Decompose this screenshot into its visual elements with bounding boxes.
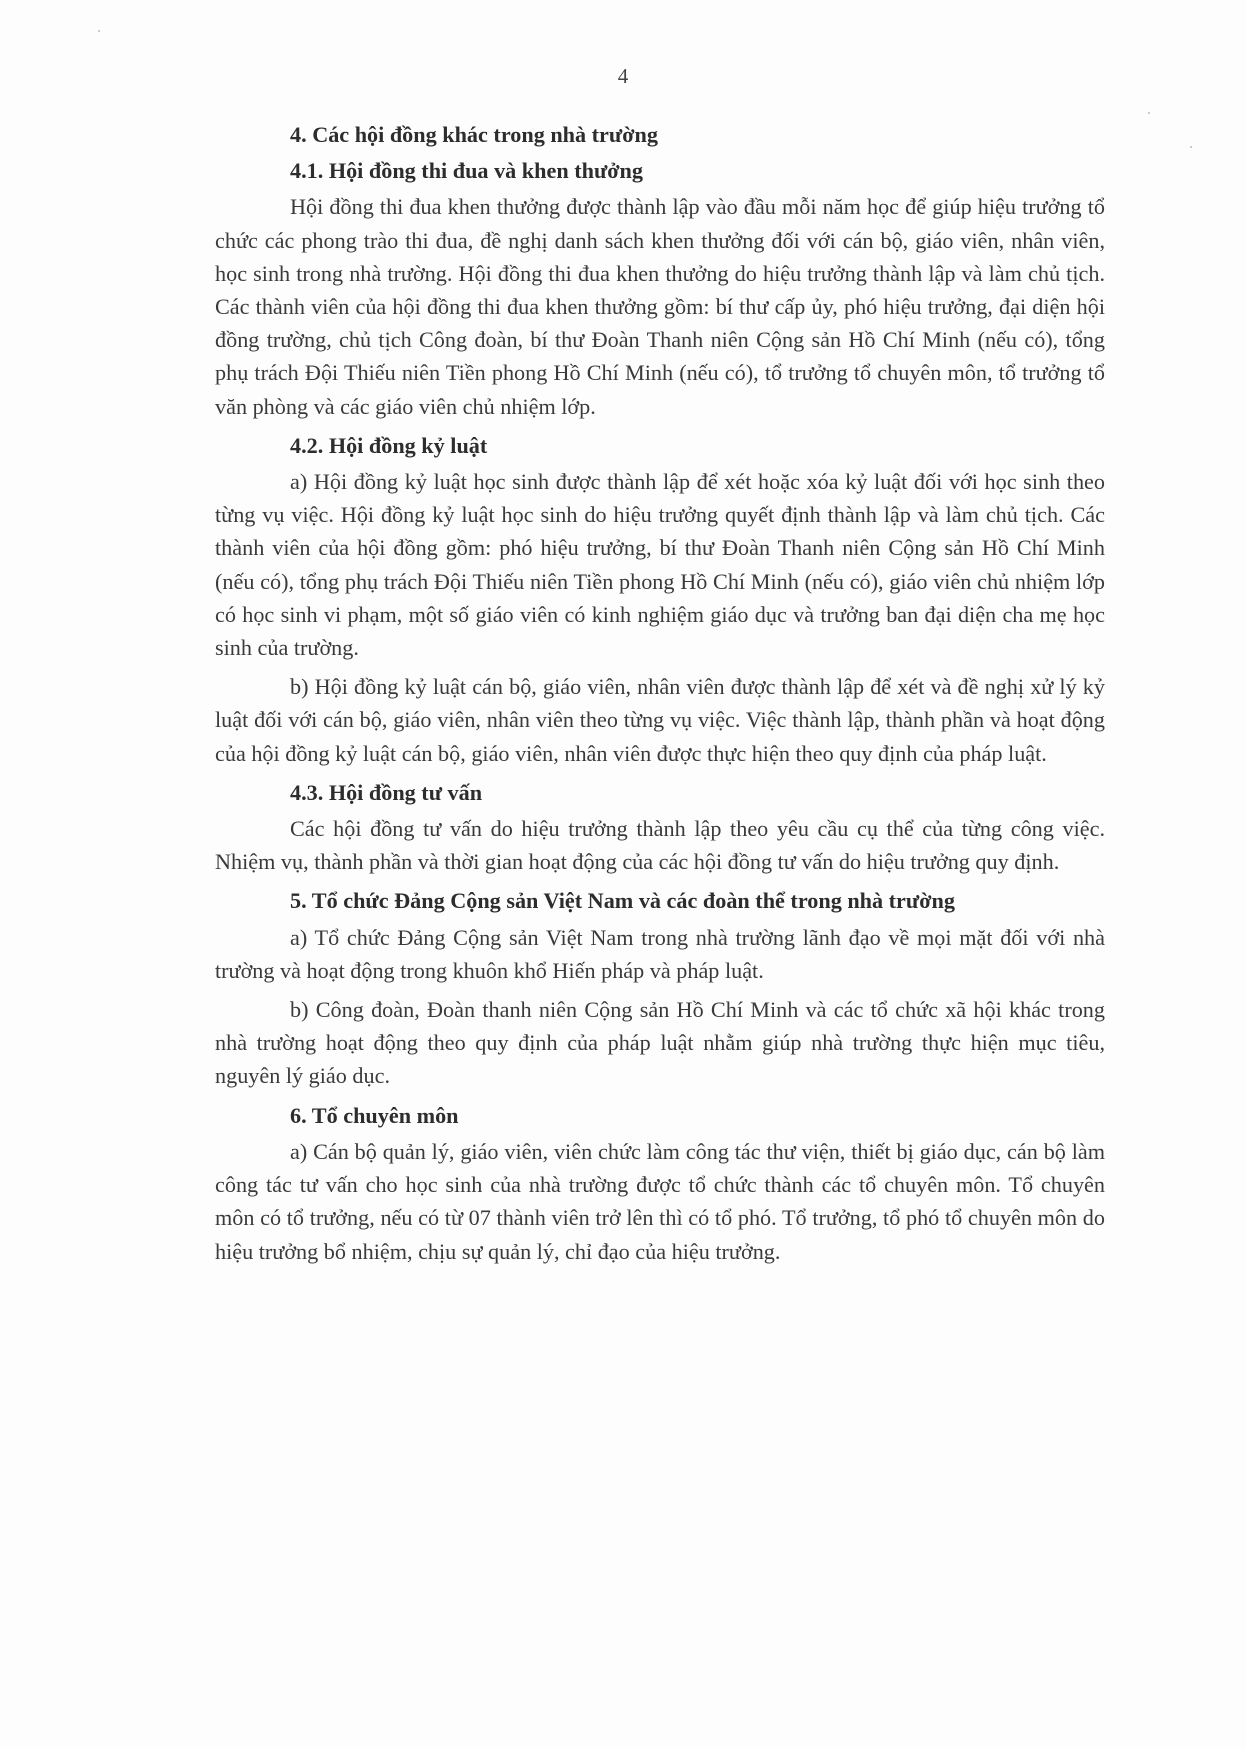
section-4-3-heading: 4.3. Hội đồng tư vấn — [290, 779, 483, 805]
section-4-3-paragraph: Các hội đồng tư vấn do hiệu trưởng thành lập theo yêu cầu cụ thể của từng công việc. Nhiệm vụ, thành phần và thời gian hoạt động của các hội đồng tư vấn do hiệu trưởng quy định. — [215, 816, 1105, 875]
section-5-paragraph-b: b) Công đoàn, Đoàn thanh niên Cộng sản Hồ Chí Minh và các tổ chức xã hội khác trong nhà trường hoạt động theo quy định của pháp luật nhằm giúp nhà trường thực hiện mục tiêu, nguyên lý giáo dục. — [215, 997, 1105, 1089]
page-number: 4 — [617, 64, 629, 88]
scan-speck — [1148, 112, 1150, 114]
document-body — [215, 118, 1105, 1274]
scan-speck — [1190, 146, 1192, 148]
scan-speck — [98, 30, 100, 32]
section-4-2-paragraph-a: a) Hội đồng kỷ luật học sinh được thành lập để xét hoặc xóa kỷ luật đối với học sinh theo từng vụ việc. Hội đồng kỷ luật học sinh do hiệu trưởng quyết định thành lập và làm chủ tịch. Các thành viên của hội đồng gồm: phó hiệu trưởng, bí thư Đoàn Thanh niên Cộng sản Hồ Chí Minh (nếu có), tổng phụ trách Đội Thiếu niên Tiền phong Hồ Chí Minh (nếu có), giáo viên chủ nhiệm lớp có học sinh vi phạm, một số giáo viên có kinh nghiệm giáo dục và trưởng ban đại diện cha mẹ học sinh của trường. — [215, 469, 1105, 661]
section-5-heading: 5. Tổ chức Đảng Cộng sản Việt Nam và các đoàn thể trong nhà trường — [290, 888, 955, 914]
section-4-2-paragraph-b: b) Hội đồng kỷ luật cán bộ, giáo viên, nhân viên được thành lập để xét và đề nghị xử lý kỷ luật đối với cán bộ, giáo viên, nhân viên theo từng vụ việc. Việc thành lập, thành phần và hoạt động của hội đồng kỷ luật cán bộ, giáo viên, nhân viên được thực hiện theo quy định của pháp luật. — [215, 674, 1105, 766]
section-4-1-paragraph: Hội đồng thi đua khen thưởng được thành lập vào đầu mỗi năm học để giúp hiệu trưởng tổ chức các phong trào thi đua, đề nghị danh sách khen thưởng đối với cán bộ, giáo viên, nhân viên, học sinh trong nhà trường. Hội đồng thi đua khen thưởng do hiệu trưởng thành lập và làm chủ tịch. Các thành viên của hội đồng thi đua khen thưởng gồm: bí thư cấp ủy, phó hiệu trưởng, đại diện hội đồng trường, chủ tịch Công đoàn, bí thư Đoàn Thanh niên Cộng sản Hồ Chí Minh (nếu có), tổng phụ trách Đội Thiếu niên Tiền phong Hồ Chí Minh (nếu có), tổ trưởng tổ chuyên môn, tổ trưởng tổ văn phòng và các giáo viên chủ nhiệm lớp. — [215, 194, 1105, 419]
section-4-1-heading: 4.1. Hội đồng thi đua và khen thưởng — [290, 158, 643, 184]
section-6-heading: 6. Tổ chuyên môn — [290, 1102, 459, 1128]
section-6-paragraph-a: a) Cán bộ quản lý, giáo viên, viên chức làm công tác thư viện, thiết bị giáo dục, cán bộ làm công tác tư vấn cho học sinh của nhà trường được tổ chức thành các tổ chuyên môn. Tổ chuyên môn có tổ trưởng, nếu có từ 07 thành viên trở lên thì có tổ phó. Tổ trưởng, tổ phó tổ chuyên môn do hiệu trưởng bổ nhiệm, chịu sự quản lý, chỉ đạo của hiệu trưởng. — [215, 1138, 1105, 1264]
section-4-2-heading: 4.2. Hội đồng kỷ luật — [290, 432, 488, 458]
section-4-heading: 4. Các hội đồng khác trong nhà trường — [290, 122, 658, 147]
section-5-paragraph-a: a) Tổ chức Đảng Cộng sản Việt Nam trong nhà trường lãnh đạo về mọi mặt đối với nhà trường và hoạt động trong khuôn khổ Hiến pháp và pháp luật. — [215, 924, 1105, 983]
